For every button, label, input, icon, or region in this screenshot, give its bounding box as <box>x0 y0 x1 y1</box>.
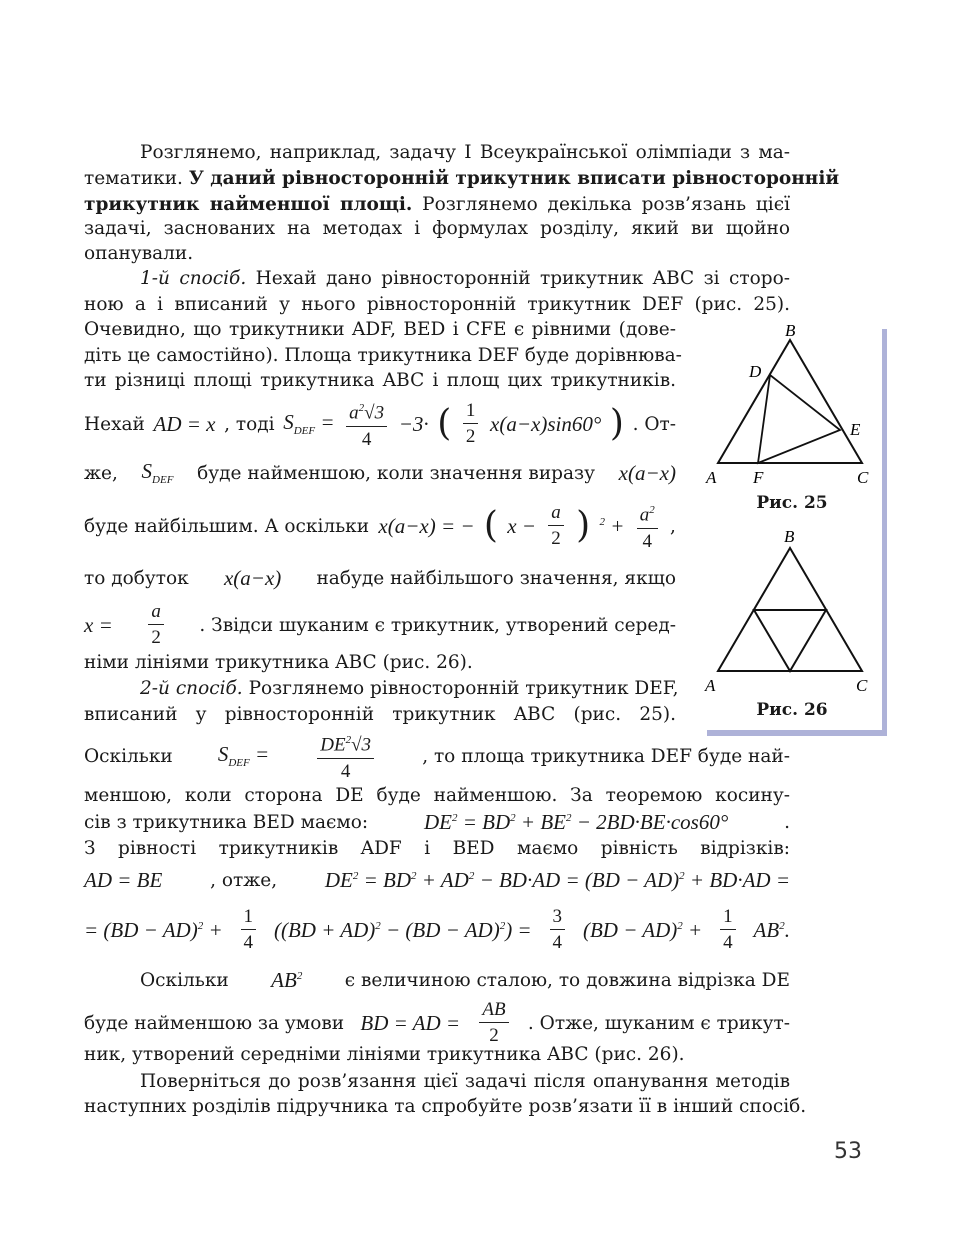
label-a: A <box>706 468 717 487</box>
text-line: вписаний у рівносторонній трикутник ABC (рис. 25). <box>84 704 676 725</box>
formula-line: буде найбільшим. А оскільки x(a−x) = − ( x − $\frac{a}{2}$ ) $^2$ + $\frac{a^2}{4}$ , <box>84 498 676 554</box>
fig26-caption: Рис. 26 <box>756 700 828 720</box>
text-line: німи лініями трикутника ABC (рис. 26). <box>84 652 473 673</box>
label-c: C <box>857 468 869 487</box>
formula-line: сів з трикутника BED маємо: $DE^2 = BD^2 + BE^2 - 2BD\cdot BE\cdot\cos 60^\circ$ . <box>84 809 790 834</box>
formula-line: Нехай AD = x , тоді $S_{DEF}$ = $\frac{a^2√3}{4}$ −3· ( $\frac{1}{2}$ x(a−x)sin60° ) . От- <box>84 396 676 452</box>
method-label: 1-й спосіб. <box>140 268 247 289</box>
label-f: F <box>753 468 764 487</box>
text-line: наступних розділів підручника та спробуйте розв’язати її в інший спосіб. <box>84 1096 807 1117</box>
text-line: 1-й спосіб. Нехай дано рівносторонній трикутник ABC зі сторо- <box>140 268 790 289</box>
text-line: Поверніться до розв’язання цієї задачі після опанування методів <box>140 1071 790 1092</box>
formula-line: = (BD − AD)$^2$ + $\frac{1}{4}$ ((BD + AD)$^2$ − (BD − AD)$^2$) = $\frac{3}{4}$ (BD − AD)$^2$ + $\frac{1}{4}$ $AB^2$. <box>84 906 790 953</box>
fig25-caption: Рис. 25 <box>756 493 828 513</box>
formula-line: Оскільки $AB^2$ є величиною сталою, то довжина відрізка DE <box>140 967 790 992</box>
text-line: ти різниці площі трикутника ABC і площ цих трикутників. <box>84 370 676 391</box>
formula-line: то добуток x(a−x) набуде найбільшого значення, якщо <box>84 565 676 590</box>
method-label: 2-й спосіб. <box>140 678 243 699</box>
label-c2: C <box>856 676 868 695</box>
text-line: 2-й спосіб. Розглянемо рівносторонній трикутник DEF, <box>140 678 679 699</box>
text-line: діть це самостійно). Площа трикутника DEF буде дорівнюва- <box>84 345 682 366</box>
label-d: D <box>749 362 762 381</box>
text-line: тематики. У даний рівносторонній трикутник вписати рівносторонній <box>84 168 840 189</box>
formula-line: x = $\frac{a}{2}$ . Звідси шуканим є трикутник, утворений серед- <box>84 601 676 648</box>
text-line: Розглянемо, наприклад, задачу І Всеукраїнської олімпіади з ма- <box>140 142 790 163</box>
formula-line: буде найменшою за умови BD = AD = $\frac{AB}{2}$ . Отже, шуканим є трикут- <box>84 999 790 1046</box>
label-a2: A <box>705 676 716 695</box>
page-number: 53 <box>834 1139 862 1164</box>
text-line: задачі, заснованих на методах і формулах розділу, який ви щойно <box>84 218 790 239</box>
formula-line: AD = BE , отже, $DE^2 = BD^2 + AD^2 - BD\cdot AD = (BD - AD)^2 + BD\cdot AD$ = <box>84 867 790 892</box>
text-line: меншою, коли сторона DE буде найменшою. За теоремою косину- <box>84 785 790 806</box>
label-e: E <box>850 420 861 439</box>
text-line: Очевидно, що трикутники ADF, BED і CFE є рівними (дове- <box>84 319 676 340</box>
fig26-diagram <box>702 323 882 730</box>
medial-triangle <box>754 610 826 671</box>
text-line: опанували. <box>84 243 194 264</box>
figure-panel <box>702 323 882 730</box>
text-line: З рівності трикутників ADF і BED маємо рівність відрізків: <box>84 838 790 859</box>
text-line: трикутник найменшої площі. Розглянемо декілька розв’язань цієї <box>84 194 790 215</box>
text-line: ник, утворений середніми лініями трикутника ABC (рис. 26). <box>84 1044 685 1065</box>
label-b2: B <box>784 527 795 546</box>
text-line: ною a і вписаний у нього рівносторонній трикутник DEF (рис. 25). <box>84 294 790 315</box>
label-b: B <box>785 323 796 340</box>
formula-line: же, $S_{DEF}$ буде найменшою, коли значення виразу x(a−x) <box>84 459 676 487</box>
formula-line: Оскільки $S_{DEF}$ = $\frac{DE^2√3}{4}$ , то площа трикутника DEF буде най- <box>84 728 790 784</box>
